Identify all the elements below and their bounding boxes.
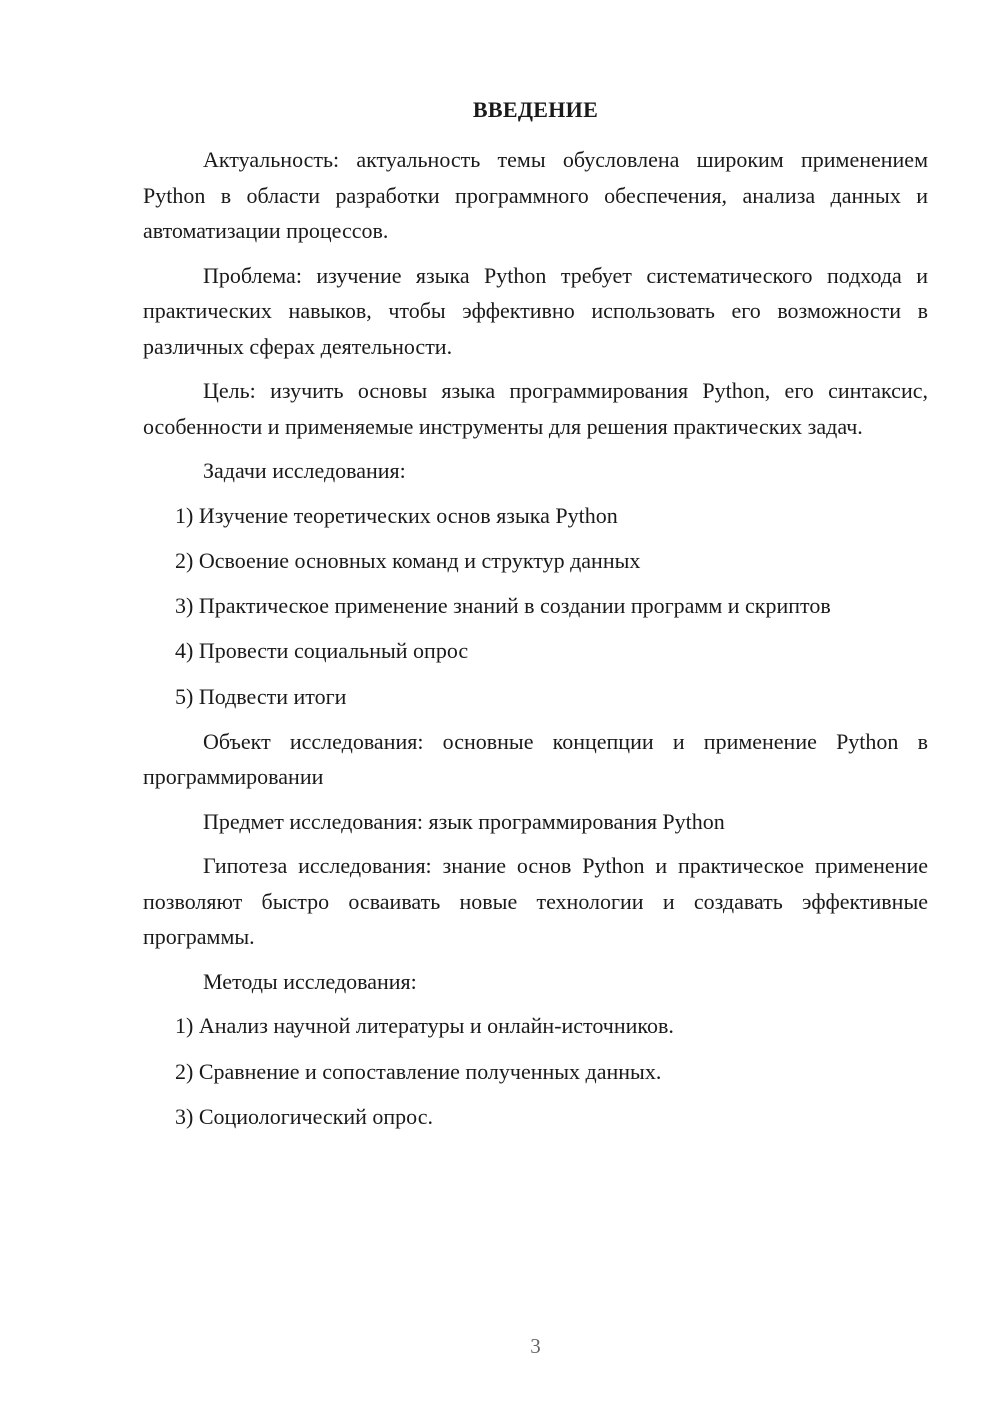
- list-item: 3) Социологический опрос.: [175, 1104, 433, 1130]
- introduction-body: [143, 142, 928, 1144]
- relevance-paragraph: Актуальность: актуальность темы обусловлена широким применением Python в области разработки программного обеспечения, анализа данных и автоматизации процессов.: [143, 147, 928, 243]
- list-item: 5) Подвести итоги: [175, 683, 347, 709]
- section-heading: ВВЕДЕНИЕ: [472, 97, 599, 122]
- tasks-title: Задачи исследования:: [203, 458, 406, 483]
- list-item: 2) Освоение основных команд и структур данных: [175, 547, 641, 573]
- list-item: 4) Провести социальный опрос: [175, 638, 469, 664]
- goal-paragraph: Цель: изучить основы языка программирования Python, его синтаксис, особенности и применяемые инструменты для решения практических задач.: [143, 378, 928, 439]
- problem-paragraph: Проблема: изучение языка Python требует систематического подхода и практических навыков, чтобы эффективно использовать его возможности в различных сферах деятельности.: [143, 262, 928, 359]
- tasks-list: [143, 498, 928, 715]
- document-page: [143, 0, 928, 1414]
- methods-title: Методы исследования:: [203, 968, 417, 994]
- page-number: 3: [530, 1334, 541, 1358]
- object-paragraph: Объект исследования: основные концепции и применение Python в программировании: [143, 728, 928, 790]
- methods-list: [143, 1008, 928, 1134]
- hypothesis-paragraph: Гипотеза исследования: знание основ Python и практическое применение позволяют быстро осваивать новые технологии и создавать эффективные программы.: [143, 853, 928, 950]
- list-item: 1) Анализ научной литературы и онлайн-источников.: [175, 1013, 674, 1039]
- subject-paragraph: Предмет исследования: язык программирования Python: [203, 808, 725, 834]
- list-item: 1) Изучение теоретических основ языка Python: [175, 502, 618, 528]
- list-item: 3) Практическое применение знаний в создании программ и скриптов: [175, 593, 831, 619]
- list-item: 2) Сравнение и сопоставление полученных данных.: [175, 1058, 662, 1084]
